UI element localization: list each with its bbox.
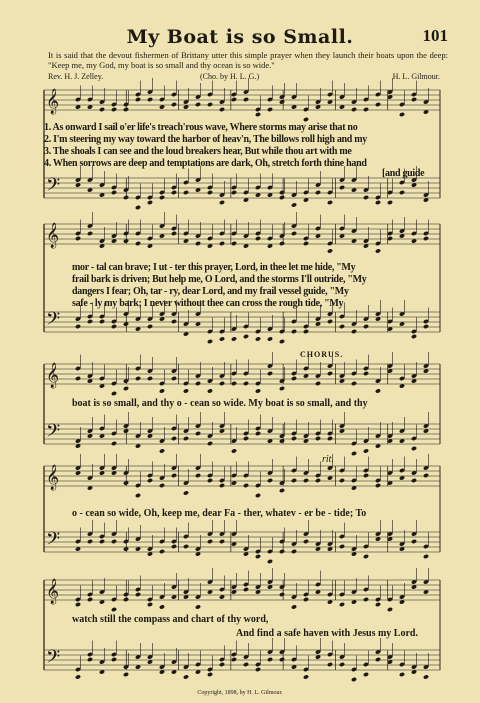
intro-note: It is said that the devout fishermen of Brittany utter this simple prayer when they launch their boats upon the deep: "Keep me, my God, my boat is so small and thy ocean is so wide." bbox=[48, 50, 448, 70]
verse-cont-line-3: dangers I fear; Oh, tar - ry, dear Lord, and my frail vessel guide, "My bbox=[72, 286, 349, 297]
chorus-line-3: watch still the compass and chart of thy word, bbox=[72, 614, 269, 625]
svg-text:𝄞: 𝄞 bbox=[46, 363, 60, 388]
chorus-label: CHORUS. bbox=[300, 350, 344, 359]
page-title: My Boat is so Small. bbox=[126, 26, 354, 48]
tempo-mark: rit. bbox=[322, 454, 334, 465]
svg-text:𝄢: 𝄢 bbox=[46, 421, 61, 446]
page-number: 101 bbox=[422, 26, 448, 45]
svg-text:𝄞: 𝄞 bbox=[46, 579, 60, 604]
verse-line-2: 2. I'm steering my way toward the harbor of heav'n, The billows roll high and my bbox=[44, 134, 367, 145]
chorus-credit: (Cho. by H. L. G.) bbox=[200, 72, 260, 81]
svg-text:𝄢: 𝄢 bbox=[46, 647, 61, 672]
chorus-line-4: And find a safe haven with Jesus my Lord. bbox=[236, 628, 418, 639]
copyright-notice: Copyright, 1898, by H. L. Gilmour. bbox=[197, 690, 283, 696]
svg-text:𝄢: 𝄢 bbox=[46, 309, 61, 334]
verse-cont-line-4: safe - ly my bark; I never without thee can cross the rough tide, "My bbox=[72, 298, 344, 309]
verse-line-4: 4. When sorrows are deep and temptations are dark, Oh, stretch forth thine hand bbox=[44, 158, 367, 169]
chorus-line-1: boat is so small, and thy o - cean so wide. My boat is so small, and thy bbox=[72, 398, 368, 409]
verse-cont-line-2: frail bark is driven; But help me, O Lord, and the storms I'll outride, "My bbox=[72, 274, 367, 285]
lyricist-credit: Rev. H. J. Zelley. bbox=[48, 72, 104, 81]
chorus-line-2: o - cean so wide, Oh, keep me, dear Fa - ther, whatev - er be - tide; To bbox=[72, 508, 367, 519]
svg-text:𝄞: 𝄞 bbox=[46, 465, 60, 490]
svg-text:𝄢: 𝄢 bbox=[46, 175, 61, 200]
verse-line-4-continued: [and guide bbox=[382, 168, 425, 179]
verse-cont-line-1: mor - tal can brave; I ut - ter this prayer, Lord, in thee let me hide, "My bbox=[72, 262, 356, 273]
svg-text:𝄞: 𝄞 bbox=[46, 223, 60, 248]
svg-text:𝄢: 𝄢 bbox=[46, 529, 61, 554]
verse-line-3: 3. The shoals I can see and the loud breakers hear, But while thou art with me bbox=[44, 146, 352, 157]
svg-text:𝄞: 𝄞 bbox=[46, 89, 60, 114]
verse-line-1: 1. As onward I sail o'er life's treach'rous wave, Where storms may arise that no bbox=[44, 122, 358, 133]
composer-credit: H. L. Gilmour. bbox=[392, 72, 440, 81]
